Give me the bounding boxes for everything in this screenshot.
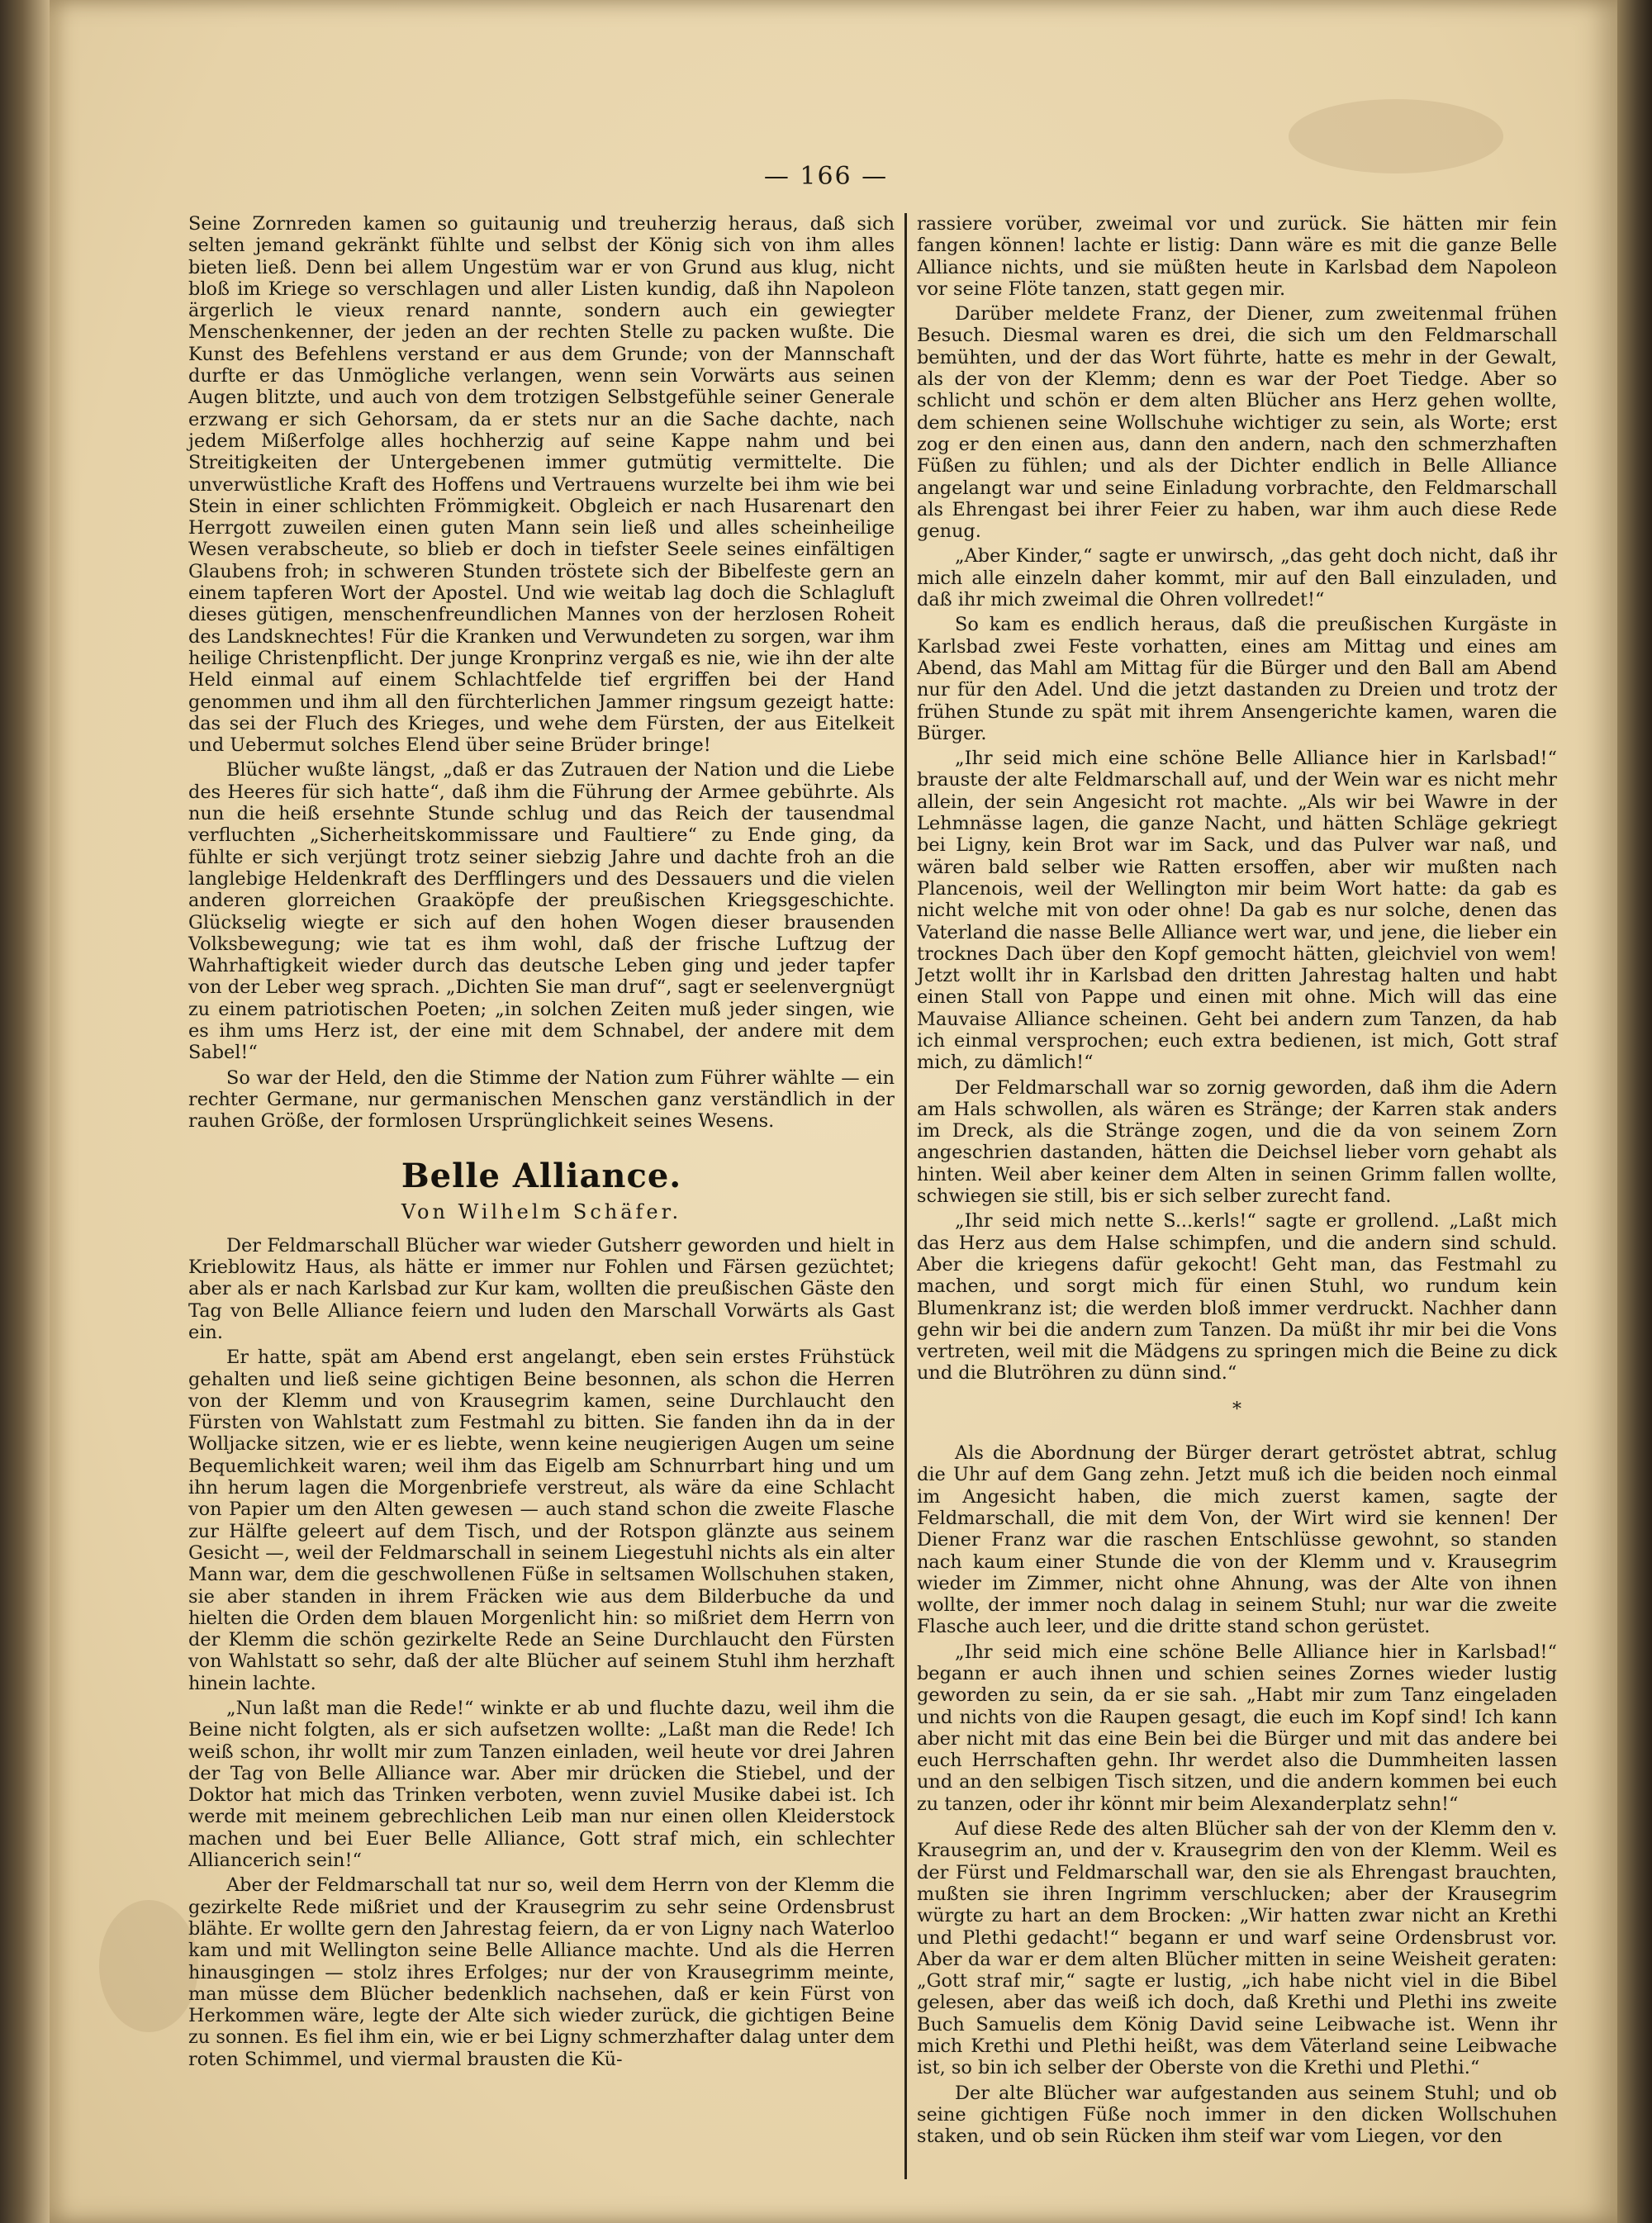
paragraph: „Nun laßt man die Rede!“ winkte er ab und fluchte dazu, weil ihm die Beine nicht folgten, als er sich aufsetzen wollte: „Laßt man die Rede! Ich weiß schon, ihr wollt mir zum Tanzen einladen, weil heute vor drei Jahren der Tag von Belle Alliance war. Aber mir drücken die Stiebel, und der Doktor hat mich das Trinken verboten, wenn zuviel Musike dabei ist. Ich werde mit meinem gebrechlichen Leib man nur einen ollen Kleiderstock machen und bei Euer Belle Alliance, Gott straf mich, ein schlechter Alliancerich sein!“ [188,1698,895,1872]
paragraph: Seine Zornreden kamen so guitaunig und treuherzig heraus, daß sich selten jemand gekränkt fühlte und selbst der König sich von ihm alles bieten ließ. Denn bei allem Ungestüm war er von Grund aus klug, nicht bloß im Kriege so verschlagen und aller Listen kundig, daß ihn Napoleon ärgerlich le vieux renard nannte, sondern auch ein gewiegter Menschenkenner, der jeden an der rechten Stelle zu packen wußte. Die Kunst des Befehlens verstand er aus dem Grunde; von der Mannschaft durfte er das Unmögliche verlangen, wenn sein Vorwärts aus seinen Augen blitzte, und auch von dem trotzigen Selbstgefühle seiner Generale erzwang er sich Gehorsam, da er stets nur an die Sache dachte, nach jedem Mißerfolge alles hochherzig auf seine Kappe nahm und bei Streitigkeiten der Untergebenen immer gutmütig vermittelte. Die unverwüstliche Kraft des Hoffens und Vertrauens wurzelte bei ihm wie bei Stein in einer schlichten Frömmigkeit. Obgleich er nach Husarenart den Herrgott zuweilen einen guten Mann sein ließ und alles scheinheilige Wesen verabscheute, so blieb er doch in tiefster Seele seines einfältigen Glaubens froh; in schweren Stunden tröstete sich der Bibelfeste gern an einem tapferen Wort der Apostel. Und wie weitab lag doch die Schlagluft dieses gütigen, menschenfreundlichen Mannes von der herzlosen Roheit des Landsknechtes! Für die Kranken und Verwundeten zu sorgen, war ihm heilige Christenpflicht. Der junge Kronprinz vergaß es nie, wie ihn der alte Held einmal auf einem Schlachtfelde tief ergriffen bei der Hand genommen und ihm all den fürchterlichen Jammer ringsum gezeigt hatte: das sei der Fluch des Krieges, und wehe dem Fürsten, der aus Eitelkeit und Uebermut solches Elend über seine Brüder bringe! [188,213,895,757]
paragraph: „Aber Kinder,“ sagte er unwirsch, „das geht doch nicht, daß ihr mich alle einzeln daher kommt, mir auf den Ball einzuladen, und daß ihr mich zweimal die Ohren vollredet!“ [917,545,1557,611]
paragraph: Blücher wußte längst, „daß er das Zutrauen der Nation und die Liebe des Heeres für sich hatte“, daß ihm die Führung der Armee gebührte. Als nun die heiß ersehnte Stunde schlug und das Reich der tausendmal verfluchten „Sicherheitskommissare und Faultiere“ zu Ende ging, da fühlte er sich verjüngt trotz seiner siebzig Jahre und dachte froh an die langlebige Heldenkraft des Derfflingers und des Dessauers und die vielen anderen glorreichen Graaköpfe der preußischen Kriegsgeschichte. Glückselig wiegte er sich auf den hohen Wogen dieser brausenden Volksbewegung; wie tat es ihm wohl, daß der frische Luftzug der Wahrhaftigkeit wieder durch das deutsche Leben ging und jeder tapfer von der Leber weg sprach. „Dichten Sie man druf“, sagt er seelenvergnügt zu einem patriotischen Poeten; „in solchen Zeiten muß jeder singen, wie es ihm ums Herz ist, der eine mit dem Schnabel, der andere mit dem Sabel!“ [188,759,895,1064]
story-text-part-3 [917,1442,1557,2148]
paragraph: Der Feldmarschall war so zornig geworden, daß ihm die Adern am Hals schwollen, als wären es Stränge; der Karren stak anders im Dreck, als die Stränge zogen, und die da von seinem Zorn angeschrien dastanden, hätten die Deichsel lieber vorn gehabt als hinten. Weil aber keiner dem Alten in seinen Grimm fallen wollte, schwiegen sie still, bis er sich selber zurecht fand. [917,1076,1557,1208]
right-column [917,213,1557,2151]
book-spine [1617,0,1652,2223]
scan-edge-left [0,0,50,2223]
story-byline: Von Wilhelm Schäfer. [401,1200,682,1224]
paragraph: Der alte Blücher war aufgestanden aus seinem Stuhl; und ob seine gichtigen Füße noch immer in den dicken Wollschuhen staken, und ob sein Rücken ihm steif war vom Liegen, vor den [917,2082,1557,2148]
paragraph: rassiere vorüber, zweimal vor und zurück. Sie hätten mir fein fangen können! lachte er listig: Dann wäre es mit die ganze Belle Alliance nichts, und sie müßten heute in Karlsbad dem Napoleon vor seine Flöte tanzen, statt gegen mir. [917,213,1557,300]
story-text-part-2 [917,213,1557,1385]
paragraph: Darüber meldete Franz, der Diener, zum zweitenmal frühen Besuch. Diesmal waren es drei, die sich um den Feldmarschall bemühten, und der das Wort führte, hatte es mehr in der Gewalt, als der von der Klemm; denn es war der Poet Tiedge. Aber so schlicht und schön er dem alten Blücher ans Herz gehen wollte, dem schienen seine Wollschuhe wichtiger zu sein, als Worte; erst zog er den einen aus, dann den andern, nach den schmerzhaften Füßen zu fühlen; und als der Dichter endlich in Belle Alliance angelangt war und seine Einladung vorbrachte, den Feldmarschall als Ehrengast bei ihrer Feier zu haben, war ihm auch diese Rede genug. [917,303,1557,543]
section-break-star: * [1232,1399,1241,1420]
left-column [188,213,895,2073]
essay-text [188,213,895,1132]
paragraph: Als die Abordnung der Bürger derart getröstet abtrat, schlug die Uhr auf dem Gang zehn. Jetzt muß ich die beiden noch einmal im Angesicht haben, die mich zuerst kamen, sagte der Feldmarschall, die mit dem Von, der Wirt wird sie kennen! Der Diener Franz war die raschen Entschlüsse gewohnt, so standen nach kaum einer Stunde die von der Klemm und v. Krausegrim wieder im Zimmer, nicht ohne Ahnung, was der Alte von ihnen wollte, der immer noch dalag in seinem Stuhl; nur war die zweite Flasche auch leer, und die dritte stand schon gerüstet. [917,1442,1557,1638]
story-text-part-1 [188,1235,895,2070]
paragraph: Aber der Feldmarschall tat nur so, weil dem Herrn von der Klemm die gezirkelte Rede mißriet und der Krausegrim zu sehr seine Ordensbrust blähte. Er wollte gern den Jahrestag feiern, da er von Ligny nach Waterloo kam und mit Wellington seine Belle Alliance machte. Und als die Herren hinausgingen — stolz ihres Erfolges; nur der von Krausegrimm meinte, man müsse dem Blücher bedenklich nachsehen, daß er kein Fürst von Herkommen wäre, legte der Alte sich wieder zurück, die gichtigen Beine zu sonnen. Es fiel ihm ein, wie er bei Ligny schmerzhafter dalag unter dem roten Schimmel, und viermal brausten die Kü- [188,1874,895,2070]
paragraph: „Ihr seid mich nette S...kerls!“ sagte er grollend. „Laßt mich das Herz aus dem Halse schimpfen, und die andern sind schuld. Aber die kriegens dafür gekocht! Geht man, das Festmahl zu machen, und sorgt mich für einen Stuhl, wo rundum kein Blumenkranz ist; die werden bloß immer verdruckt. Nachher dann gehn wir bei die andern zum Tanzen. Da müßt ihr mir bei die Vons vertreten, weil mit die Mädgens zu springen mich die Beine zu dick und die Blutröhren zu dünn sind.“ [917,1210,1557,1385]
paragraph: „Ihr seid mich eine schöne Belle Alliance hier in Karlsbad!“ begann er auch ihnen und schien seines Zornes wieder lustig geworden zu sein, da er sie sah. „Habt mir zum Tanz eingeladen und nichts von die Raupen gesagt, die euch im Kopf sind! Ich kann aber nicht mit das eine Bein bei die Bürger und mit das andere bei euch Herrschaften gehn. Ihr werdet also die Dummheiten lassen und an den selbigen Tisch sitzen, und die andern kommen bei euch zu tanzen, oder ihr könnt mir beim Alexanderplatz sehn!“ [917,1641,1557,1815]
paragraph: Er hatte, spät am Abend erst angelangt, eben sein erstes Frühstück gehalten und ließ seine gichtigen Beine besonnen, als schon die Herren von der Klemm und von Krausegrim kamen, seine Durchlaucht den Fürsten von Wahlstatt zum Festmahl zu bitten. Sie fanden ihn da in der Wolljacke sitzen, wie er es liebte, wenn keine neugierigen Augen um seine Bequemlichkeit waren; weil ihm das Eigelb am Schnurrbart hing und um ihn herum lagen die Morgenbriefe verstreut, als wäre da eine Schlacht von Papier um den Alten gewesen — auch stand schon die zweite Flasche zur Hälfte geleert auf dem Tisch, und der Rotspon glänzte aus seinem Gesicht —, weil der Feldmarschall in seinem Liegestuhl nichts als ein alter Mann war, dem die geschwollenen Füße in seltsamen Wollschuhen staken, sie aber standen in ihrem Fräcken wie aus dem Bilderbuche da und hielten die Orden dem blauen Morgenlicht hin: so mißriet dem Herrn von der Klemm die schön gezirkelte Rede an Seine Durchlaucht den Fürsten von Wahlstatt so sehr, daß der alte Blücher auf seinem Stuhl ihm herzhaft hinein lachte. [188,1347,895,1694]
column-divider [904,213,907,2179]
paragraph: „Ihr seid mich eine schöne Belle Alliance hier in Karlsbad!“ brauste der alte Feldmarschall auf, und der Wein war es nicht mehr allein, der sein Angesicht rot machte. „Als wir bei Wawre in der Lehmnässe lagen, die ganze Nacht, und hätten Schläge gekriegt bei Ligny, kein Brot war im Sack, und das Pulver war naß, und wären bald selber wie Ratten ersoffen, aber wir mußten nach Plancenois, weil der Wellington mir beim Wort hatte: da gab es nicht welche mit von oder ohne! Da gab es nur solche, denen das Vaterland die nasse Belle Alliance wert war, und jene, die lieber ein trocknes Dach über den Kopf gemocht hätten, gleichviel von wem! Jetzt wollt ihr in Karlsbad den dritten Jahrestag halten und habt einen Stall von Pappe und einen mit ohne. Mich will das eine Mauvaise Alliance scheinen. Geht bei andern zum Tanzen, da hab ich einmal versprochen; euch extra bedienen, ist mich, Gott straf mich, zu dämlich!“ [917,748,1557,1074]
paper-stain [99,1900,198,2032]
paragraph: So war der Held, den die Stimme der Nation zum Führer wählte — ein rechter Germane, nur germanischen Menschen ganz verständlich in der rauhen Größe, der formlosen Ursprünglichkeit seines Wesens. [188,1066,895,1133]
paragraph: Der Feldmarschall Blücher war wieder Gutsherr geworden und hielt in Krieblowitz Haus, als hätte er immer nur Fohlen und Färsen gezüchtet; aber als er nach Karlsbad zur Kur kam, wollten die preußischen Gäste den Tag von Belle Alliance feiern und luden den Marschall Vorwärts als Gast ein. [188,1234,895,1343]
page-number: — 166 — [763,162,889,191]
story-headline: Belle Alliance. [401,1157,682,1196]
paragraph: Auf diese Rede des alten Blücher sah der von der Klemm den v. Krausegrim an, und der v. Krausegrim den von der Klemm. Weil es der Fürst und Feldmarschall war, den sie als Ehrengast brauchten, mußten sie ihren Ingrimm verschlucken; aber der Krausegrim würgte zu hart an dem Brocken: „Wir hatten zwar nicht an Krethi und Plethi gedacht!“ begann er und warf seine Ordensbrust vor. Aber da war er dem alten Blücher mitten in seine Weisheit geraten: „Gott straf mir,“ sagte er lustig, „ich habe nicht viel in die Bibel gelesen, aber das weiß ich doch, daß Krethi und Plethi ins zweite Buch Samuelis dem König David seine Leibwache ist. Wenn ihr mich Krethi und Plethi heißt, was dem Väterland seine Leibwache ist, so bin ich selber der Oberste von die Krethi und Plethi.“ [917,1818,1557,2079]
paragraph: So kam es endlich heraus, daß die preußischen Kurgäste in Karlsbad zwei Feste vorhatten, eines am Mittag und eines am Abend, das Mahl am Mittag für die Bürger und den Ball am Abend nur für den Adel. Und die jetzt dastanden zu Dreien und trotz der frühen Stunde zu spät mit ihrem Ansengerichte kamen, waren die Bürger. [917,614,1557,744]
